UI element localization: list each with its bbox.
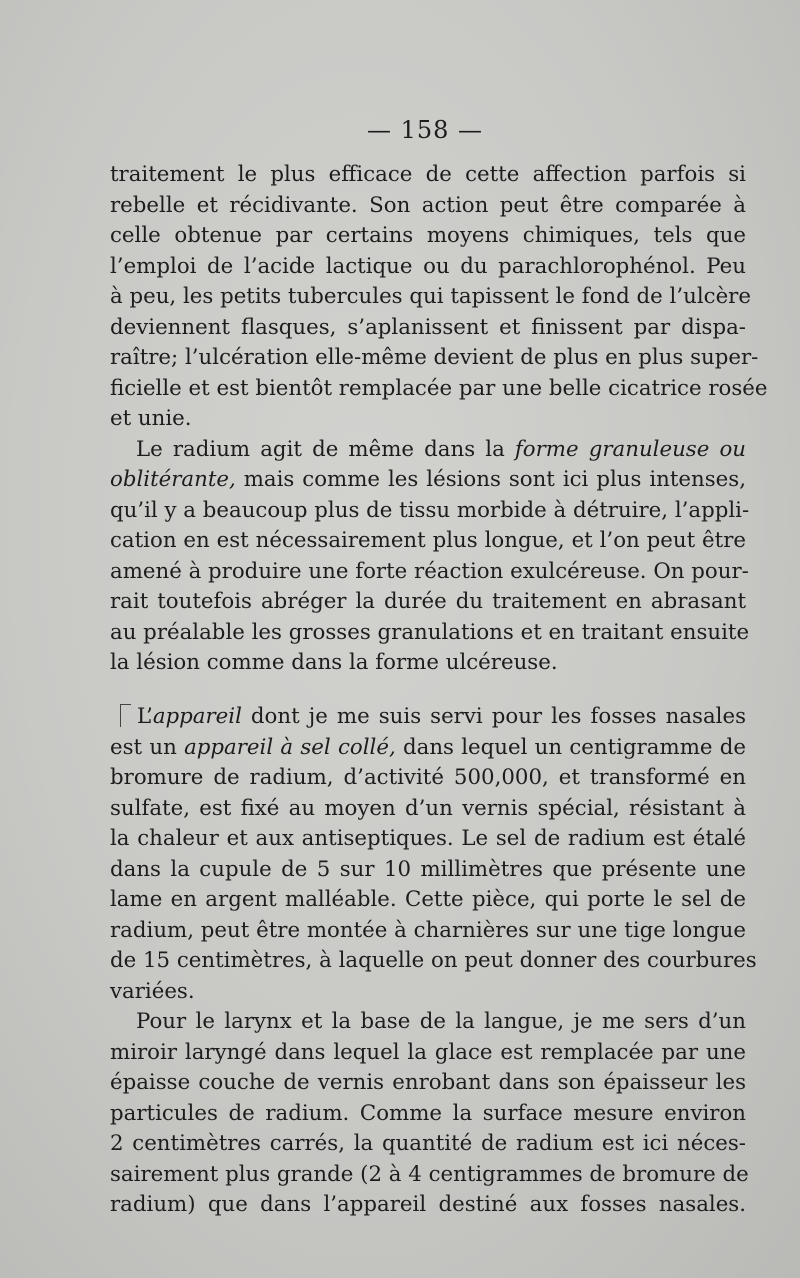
text-line: bromure de radium, d’activité 500,000, et transformé en — [110, 765, 746, 790]
text-line: rebelle et récidivante. Son action peut être comparée à — [110, 192, 746, 218]
text-line: radium) que dans l’appareil destiné aux fosses nasales. — [110, 1192, 746, 1217]
text-line — [110, 702, 746, 733]
text-line: particules de radium. Comme la surface mesure environ — [110, 1100, 746, 1126]
paragraph-block-apparatus — [110, 702, 757, 1221]
margin-bracket-mark — [120, 704, 131, 727]
text-line: la chaleur et aux antiseptiques. Le sel de radium est étalé — [110, 826, 746, 851]
text-line: ficielle et est bientôt remplacée par une belle cicatrice rosée — [110, 375, 768, 401]
text-line: dans la cupule de 5 sur 10 millimètres que présente une — [110, 856, 746, 882]
italic-term: forme granuleuse ou — [514, 436, 746, 462]
text-line: sairement plus grande (2 à 4 centigrammes de bromure de — [110, 1161, 749, 1187]
text-line: lame en argent malléable. Cette pièce, qui porte le sel de — [110, 887, 746, 912]
text-line: raître; l’ulcération elle-même devient de plus en plus super- — [110, 345, 759, 370]
text-line — [110, 465, 746, 496]
text-line: miroir laryngé dans lequel la glace est remplacée par une — [110, 1039, 746, 1065]
italic-term: appareil à sel collé, — [184, 734, 396, 760]
text-segment: est un — [110, 734, 185, 760]
text-line — [110, 733, 746, 764]
text-line — [110, 435, 746, 466]
paragraph-block-ulcerous-form — [110, 160, 768, 679]
text-line: cation en est nécessairement plus longue, et l’on peut être — [110, 528, 746, 553]
text-line: deviennent flasques, s’aplanissent et finissent par dispa- — [110, 314, 746, 340]
italic-term: oblitérante, — [110, 467, 236, 492]
italic-term: appareil — [152, 704, 242, 729]
text-line: amené à produire une forte réaction exulcéreuse. On pour- — [110, 558, 749, 584]
text-segment: dans lequel un centigramme de — [395, 734, 746, 760]
text-line: épaisse couche de vernis enrobant dans son épaisseur les — [110, 1070, 746, 1095]
text-line: sulfate, est fixé au moyen d’un vernis spécial, résistant à — [110, 795, 746, 821]
text-line: radium, peut être montée à charnières sur une tige longue — [110, 917, 746, 943]
text-line: 2 centimètres carrés, la quantité de radium est ici néces- — [110, 1131, 746, 1156]
text-line: au préalable les grosses granulations et en traitant ensuite — [110, 619, 750, 645]
text-line: celle obtenue par certains moyens chimiques, tels que — [110, 223, 746, 248]
text-line: variées. — [110, 978, 195, 1004]
text-line: rait toutefois abréger la durée du traitement en abrasant — [110, 589, 746, 614]
text-line: à peu, les petits tubercules qui tapissent le fond de l’ulcère — [110, 284, 751, 309]
text-segment: dont je me suis servi pour les fosses nasales — [241, 704, 746, 729]
page-number: — 158 — — [366, 116, 484, 144]
text-line: qu’il y a beaucoup plus de tissu morbide à détruire, l’appli- — [110, 497, 750, 523]
text-line: Pour le larynx et la base de la langue, je me sers d’un — [136, 1009, 746, 1034]
text-segment: Le radium agit de même dans la — [136, 436, 515, 462]
text-line: de 15 centimètres, à laquelle on peut donner des courbures — [110, 948, 757, 973]
text-segment: mais comme les lésions sont ici plus intenses, — [235, 467, 746, 492]
text-line: l’emploi de l’acide lactique ou du parachlorophénol. Peu — [110, 253, 746, 279]
text-segment: L’ — [137, 704, 153, 729]
text-line: et unie. — [110, 406, 192, 431]
text-line: traitement le plus efficace de cette affection parfois si — [110, 162, 746, 187]
text-line: la lésion comme dans la forme ulcéreuse. — [110, 650, 558, 675]
